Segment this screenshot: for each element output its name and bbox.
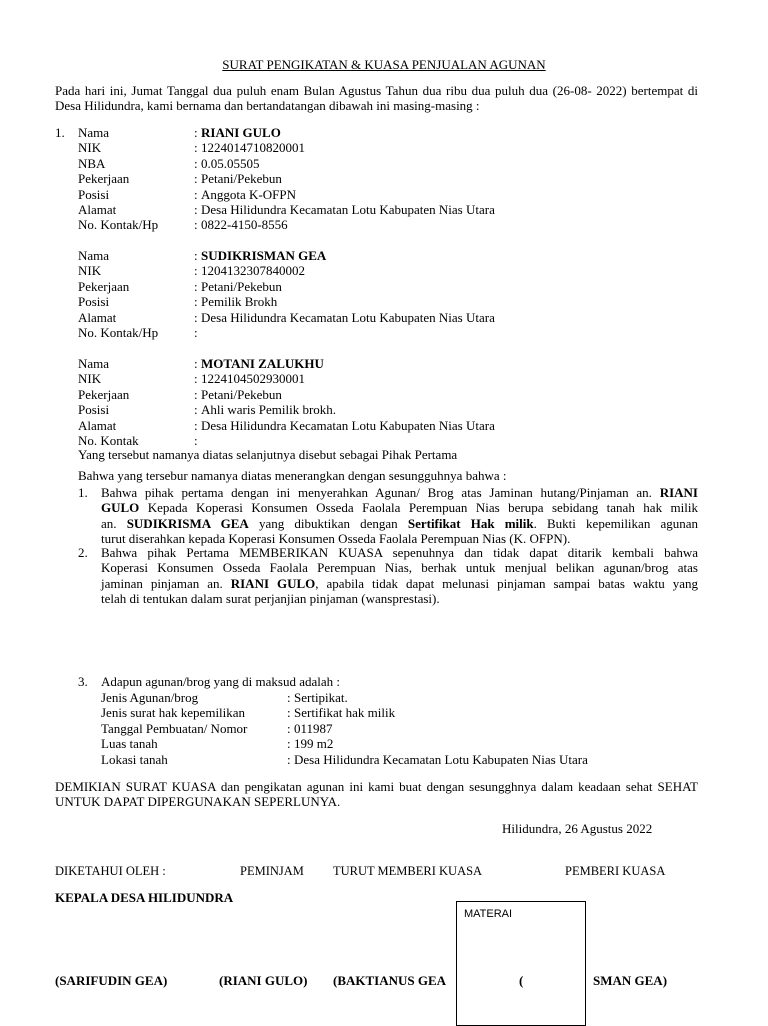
statement-line [101, 516, 698, 531]
collateral-field-value: 011987 [294, 720, 333, 736]
field-colon: : [194, 309, 198, 325]
person-field-label: Pekerjaan [78, 171, 130, 187]
field-colon: : [194, 171, 198, 187]
field-colon: : [287, 736, 291, 752]
item3-number: 3. [78, 674, 88, 689]
person-field-label: Pekerjaan [78, 278, 130, 294]
person-field-value: SUDIKRISMAN GEA [201, 248, 327, 263]
statement-bold-text: RIANI [659, 485, 698, 500]
statement-text: , apabila tidak dapat melunasi pinjaman sampai batas waktu yang [315, 575, 698, 591]
field-colon: : [194, 386, 198, 402]
materai-stamp-box [456, 901, 586, 1026]
statement-number: 1. [78, 485, 88, 500]
person-field-value: Petani/Pekebun [201, 171, 282, 187]
field-colon: : [194, 140, 198, 156]
statement-line [101, 500, 698, 515]
person-field-label: NIK [78, 371, 102, 387]
person-field-value: Desa Hilidundra Kecamatan Lotu Kabupaten Nias Utara [201, 202, 495, 217]
statement-text: telah di tentukan dalam surat perjanjian pinjaman (wansprestasi). [101, 591, 440, 607]
field-colon: : [194, 202, 198, 217]
statement-line [101, 485, 698, 500]
peminjam-label: PEMINJAM [240, 864, 304, 878]
person-field-value: Anggota K-OFPN [201, 186, 296, 202]
statement-line [101, 576, 698, 591]
field-colon: : [194, 125, 198, 140]
field-colon: : [287, 751, 291, 767]
signature-name-sudikrisman: SMAN GEA) [593, 973, 668, 988]
person-field-label: Alamat [78, 417, 117, 433]
person-field-label: NIK [78, 140, 102, 156]
field-colon: : [194, 278, 198, 294]
person-field-label: Posisi [78, 402, 110, 418]
person-field-label: Pekerjaan [78, 386, 130, 402]
person-field-value: 1224014710820001 [201, 140, 305, 156]
statement-text: . Bukti kepemilikan agunan [533, 515, 699, 531]
signature-name-sudikrisman-open: ( [519, 973, 524, 988]
statement-number: 2. [78, 545, 88, 560]
person-field-value: Petani/Pekebun [201, 386, 282, 402]
person-field-value: Petani/Pekebun [201, 278, 282, 294]
statement-bold-text: Sertifikat Hak milik [407, 515, 534, 531]
field-colon: : [194, 217, 198, 233]
field-colon: : [194, 325, 198, 340]
statement-line [101, 591, 698, 606]
person-field-label: Nama [78, 356, 110, 371]
pemberi-kuasa-label: PEMBERI KUASA [565, 864, 666, 878]
field-colon: : [194, 248, 198, 263]
field-colon: : [194, 402, 198, 418]
turut-memberi-kuasa-label: TURUT MEMBERI KUASA [333, 864, 483, 878]
person-field-value: Desa Hilidundra Kecamatan Lotu Kabupaten Nias Utara [201, 417, 495, 433]
person-field-label: No. Kontak [78, 433, 139, 448]
person-field-value: 1224104502930001 [201, 371, 305, 387]
field-colon: : [287, 690, 291, 705]
person-field-label: No. Kontak/Hp [78, 217, 159, 233]
collateral-field-label: Jenis surat hak kepemilikan [101, 705, 246, 721]
item3-intro: Adapun agunan/brog yang di maksud adalah : [101, 674, 340, 689]
statement-text: an. [101, 515, 127, 531]
field-colon: : [194, 371, 198, 387]
person-field-value: RIANI GULO [201, 125, 281, 140]
person-field-label: Posisi [78, 294, 110, 310]
collateral-field-value: Desa Hilidundra Kecamatan Lotu Kabupaten Nias Utara [294, 751, 588, 767]
person-field-label: Posisi [78, 186, 110, 202]
collateral-field-label: Luas tanah [101, 736, 158, 752]
collateral-field-value: Sertipikat. [294, 690, 348, 705]
collateral-field-value: 199 m2 [294, 736, 334, 752]
signature-name-riani: (RIANI GULO) [219, 973, 308, 988]
statement-bold-text: SUDIKRISMA GEA [126, 515, 249, 531]
person-field-value: Ahli waris Pemilik brokh. [201, 402, 337, 418]
document-title: SURAT PENGIKATAN & KUASA PENJUALAN AGUNAN [222, 57, 546, 72]
person-field-value: 0.05.05505 [201, 155, 260, 171]
field-colon: : [194, 356, 198, 371]
place-date: Hilidundra, 26 Agustus 2022 [502, 821, 653, 836]
materai-label: MATERAI [464, 908, 513, 920]
signature-name-baktianus: (BAKTIANUS GEA [333, 973, 447, 988]
statement-text: yang dibuktikan dengan [248, 515, 408, 531]
person-field-label: Alamat [78, 202, 117, 217]
field-colon: : [194, 263, 198, 279]
person-field-label: Alamat [78, 309, 117, 325]
person-field-label: Nama [78, 125, 110, 140]
party-number: 1. [55, 125, 65, 140]
statement-bold-text: GULO [101, 500, 140, 516]
person-field-label: No. Kontak/Hp [78, 325, 159, 340]
person-field-value: Desa Hilidundra Kecamatan Lotu Kabupaten Nias Utara [201, 309, 495, 325]
pihak-pertama-text: Yang tersebut namanya diatas selanjutnya disebut sebagai Pihak Pertama [78, 447, 458, 462]
person-field-value: 1204132307840002 [201, 263, 305, 279]
collateral-field-label: Lokasi tanah [101, 751, 168, 767]
statement-text: Bahwa pihak Pertama MEMBERIKAN KUASA sepenuhnya dan tidak dapat ditarik kembali bahwa [101, 545, 698, 560]
statement-bold-text: RIANI GULO [230, 575, 316, 591]
signature-name-sarifudin: (SARIFUDIN GEA) [55, 973, 168, 988]
person-field-label: Nama [78, 248, 110, 263]
person-field-value: 0822-4150-8556 [201, 217, 288, 233]
field-colon: : [287, 705, 291, 721]
statement-text: jaminan pinjaman an. [101, 575, 231, 591]
field-colon: : [287, 720, 291, 736]
field-colon: : [194, 417, 198, 433]
field-colon: : [194, 155, 198, 171]
bahwa-intro: Bahwa yang tersebur namanya diatas menerangkan dengan sesungguhnya bahwa : [78, 468, 507, 483]
diketahui-label: DIKETAHUI OLEH : [55, 864, 166, 878]
collateral-field-value: Sertifikat hak milik [294, 705, 396, 721]
statement-text: turut diserahkan kepada Koperasi Konsumen Osseda Faolala Perempuan Nias (K. OFPN). [101, 531, 571, 547]
person-field-label: NIK [78, 263, 102, 279]
person-field-value: MOTANI ZALUKHU [201, 356, 324, 371]
statement-line [101, 545, 698, 560]
intro-paragraph: Pada hari ini, Jumat Tanggal dua puluh enam Bulan Agustus Tahun dua ribu dua puluh dua (26-08- 2022) bertempat di Desa Hilidundra, kami bernama dan bertandatangan dibawah ini masing-masing : [55, 83, 698, 113]
statement-text: Koperasi Konsumen Osseda Faolala Perempuan Nias, berhak untuk menjual belikan agunan/brog atas [101, 560, 698, 576]
collateral-field-label: Tanggal Pembuatan/ Nomor [101, 720, 248, 736]
statement-line [101, 531, 698, 546]
statement-text: Bahwa pihak pertama dengan ini menyerahkan Agunan/ Brog atas Jaminan hutang/Pinjaman an. [101, 485, 660, 500]
statement-text: Kepada Koperasi Konsumen Osseda Faolala Perempuan Nias berupa sebidang tanah hak milik [139, 500, 698, 516]
collateral-field-label: Jenis Agunan/brog [101, 690, 199, 705]
field-colon: : [194, 433, 198, 448]
statement-line [101, 560, 698, 575]
field-colon: : [194, 294, 198, 310]
kepala-desa-label: KEPALA DESA HILIDUNDRA [55, 890, 234, 905]
person-field-label: NBA [78, 155, 106, 171]
closing-paragraph: DEMIKIAN SURAT KUASA dan pengikatan agunan ini kami buat dengan sesungghnya dalam keadaan sehat SEHAT UNTUK DAPAT DIPERGUNAKAN SEPERLUNYA. [55, 779, 698, 809]
person-field-value: Pemilik Brokh [201, 294, 278, 310]
field-colon: : [194, 186, 198, 202]
